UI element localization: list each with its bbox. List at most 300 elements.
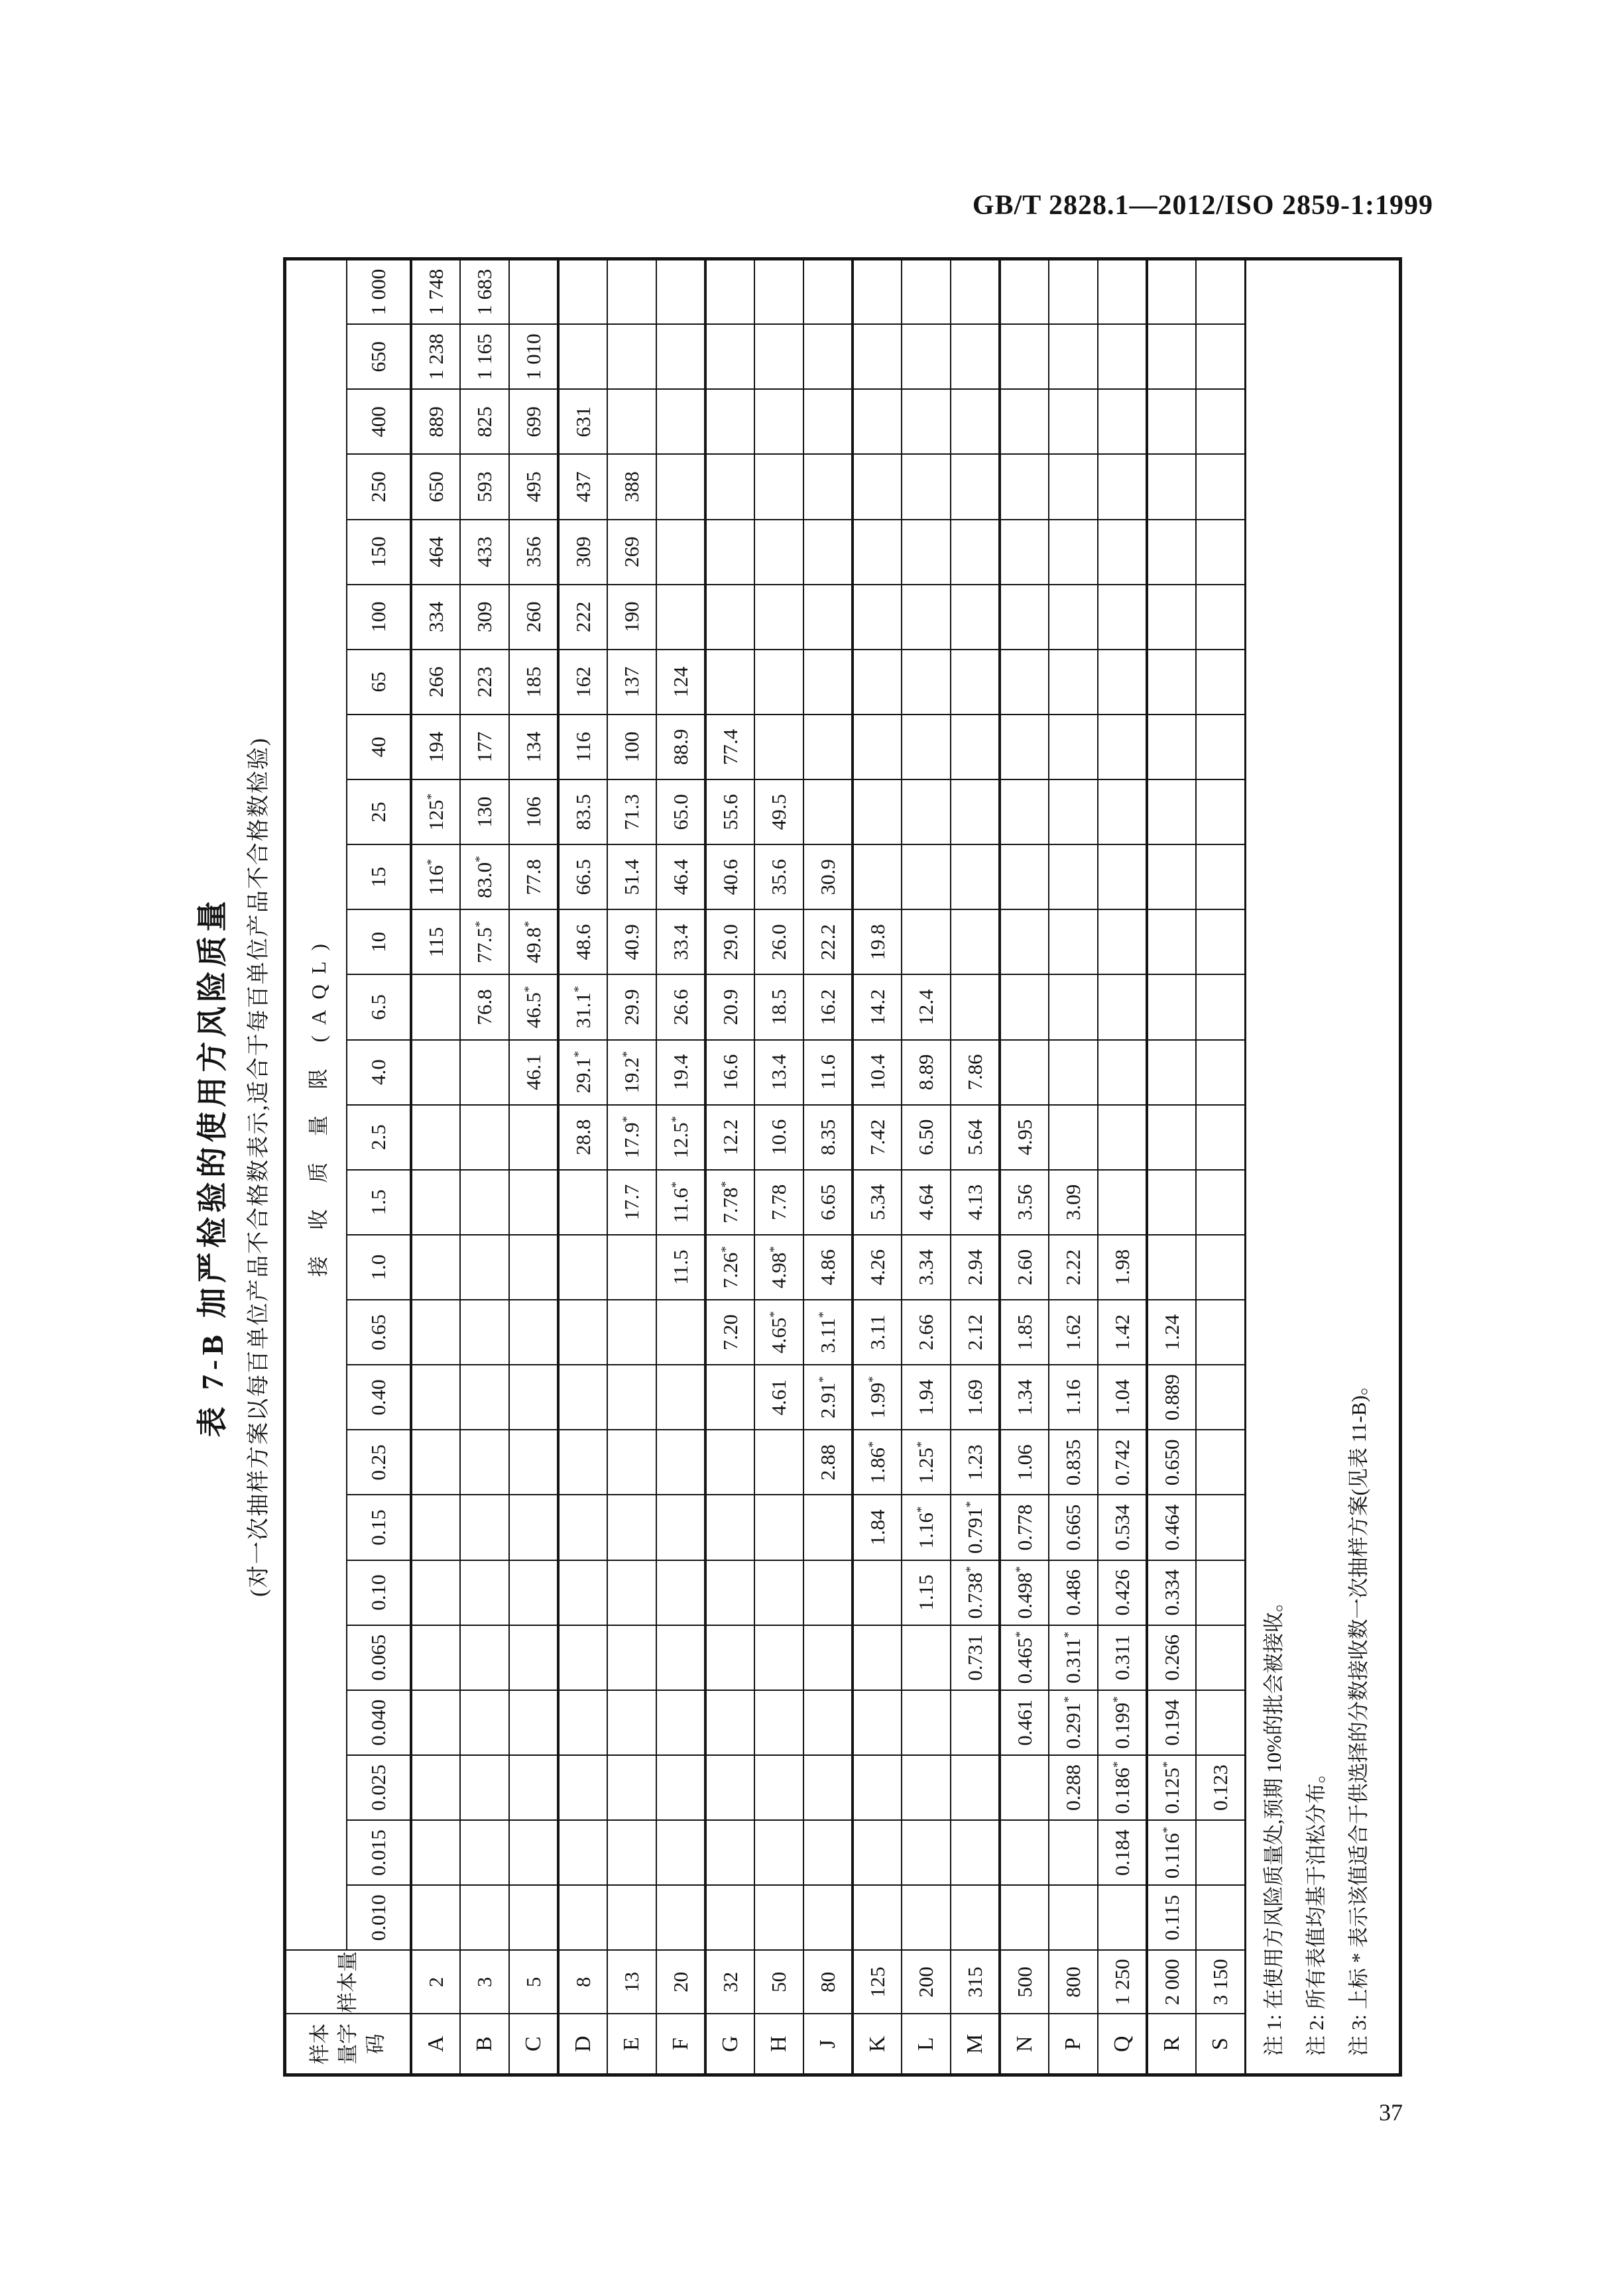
risk-quality-value xyxy=(951,974,1000,1039)
aql-column-header: 0.010 xyxy=(347,1885,411,1950)
risk-quality-value: 1.16 xyxy=(1049,1365,1098,1430)
risk-quality-value xyxy=(1098,1040,1147,1105)
risk-quality-value xyxy=(1098,389,1147,454)
sample-size: 2 000 xyxy=(1147,1950,1196,2014)
table-subtitle: (对一次抽样方案以每百单位产品不合格数表示,适合于每百单位产品不合格数检验) xyxy=(247,736,271,1597)
sample-size: 80 xyxy=(803,1950,853,2014)
risk-quality-value xyxy=(607,1755,656,1820)
risk-quality-value xyxy=(460,1495,509,1560)
risk-quality-value xyxy=(411,1560,460,1625)
sample-size-code: H xyxy=(754,2014,803,2075)
risk-quality-value xyxy=(705,1625,754,1690)
risk-quality-value xyxy=(803,1625,853,1690)
risk-quality-value: 106 xyxy=(509,779,558,844)
risk-quality-value xyxy=(411,1040,460,1105)
risk-quality-value: 1.99* xyxy=(853,1365,902,1430)
risk-quality-value: 1.23 xyxy=(951,1430,1000,1495)
table-row xyxy=(1196,259,1245,2075)
risk-quality-value xyxy=(902,585,951,650)
risk-quality-value xyxy=(656,454,705,519)
risk-quality-value: 0.115 xyxy=(1147,1885,1196,1950)
risk-quality-value xyxy=(607,1300,656,1365)
risk-quality-value xyxy=(754,454,803,519)
risk-quality-value xyxy=(509,1170,558,1235)
risk-quality-value: 2.91* xyxy=(803,1365,853,1430)
risk-quality-value xyxy=(951,1690,1000,1755)
risk-quality-value xyxy=(558,1560,607,1625)
risk-quality-value xyxy=(509,1820,558,1885)
risk-quality-value xyxy=(1049,585,1098,650)
risk-quality-value: 77.5* xyxy=(460,909,509,974)
risk-quality-value: 190 xyxy=(607,585,656,650)
risk-quality-value: 309 xyxy=(460,585,509,650)
risk-quality-value xyxy=(1000,1040,1049,1105)
sample-size: 20 xyxy=(656,1950,705,2014)
risk-quality-value xyxy=(460,1560,509,1625)
risk-quality-value xyxy=(1098,585,1147,650)
risk-quality-value xyxy=(1147,715,1196,779)
risk-quality-value xyxy=(1000,389,1049,454)
risk-quality-value xyxy=(1147,520,1196,585)
sample-size-code: F xyxy=(656,2014,705,2075)
risk-quality-value: 6.65 xyxy=(803,1170,853,1235)
risk-quality-value xyxy=(656,259,705,325)
risk-quality-value xyxy=(754,585,803,650)
risk-quality-value xyxy=(902,715,951,779)
sample-size-code: M xyxy=(951,2014,1000,2075)
risk-quality-value: 16.6 xyxy=(705,1040,754,1105)
sample-size: 32 xyxy=(705,1950,754,2014)
risk-quality-value xyxy=(754,259,803,325)
risk-quality-value: 40.6 xyxy=(705,844,754,909)
risk-quality-value: 7.86 xyxy=(951,1040,1000,1105)
risk-quality-value: 17.9* xyxy=(607,1105,656,1170)
aql-column-header: 150 xyxy=(347,520,411,585)
risk-quality-value: 10.6 xyxy=(754,1105,803,1170)
risk-quality-value xyxy=(1000,1820,1049,1885)
risk-quality-value xyxy=(853,650,902,715)
risk-quality-value xyxy=(1098,454,1147,519)
aql-column-header: 0.65 xyxy=(347,1300,411,1365)
risk-quality-value xyxy=(607,1365,656,1430)
risk-quality-value: 0.650 xyxy=(1147,1430,1196,1495)
risk-quality-value: 88.9 xyxy=(656,715,705,779)
risk-quality-value: 7.42 xyxy=(853,1105,902,1170)
risk-quality-value xyxy=(705,1690,754,1755)
risk-quality-value: 222 xyxy=(558,585,607,650)
risk-quality-value: 19.8 xyxy=(853,909,902,974)
risk-quality-value: 4.26 xyxy=(853,1235,902,1300)
risk-quality-value: 0.116* xyxy=(1147,1820,1196,1885)
risk-quality-value: 124 xyxy=(656,650,705,715)
risk-quality-value xyxy=(754,1625,803,1690)
risk-quality-value: 83.0* xyxy=(460,844,509,909)
risk-quality-value xyxy=(1147,585,1196,650)
risk-quality-value: 16.2 xyxy=(803,974,853,1039)
risk-quality-value: 8.89 xyxy=(902,1040,951,1105)
risk-quality-value xyxy=(411,1365,460,1430)
risk-quality-value xyxy=(902,389,951,454)
risk-quality-value xyxy=(1098,844,1147,909)
risk-quality-value: 177 xyxy=(460,715,509,779)
sample-size: 315 xyxy=(951,1950,1000,2014)
risk-quality-value: 266 xyxy=(411,650,460,715)
risk-quality-value xyxy=(1196,1365,1245,1430)
risk-quality-value xyxy=(951,1820,1000,1885)
aql-column-header: 2.5 xyxy=(347,1105,411,1170)
risk-quality-value: 0.123 xyxy=(1196,1755,1245,1820)
risk-quality-value xyxy=(1147,844,1196,909)
aql-column-header: 6.5 xyxy=(347,974,411,1039)
risk-quality-value: 0.486 xyxy=(1049,1560,1098,1625)
risk-quality-value: 889 xyxy=(411,389,460,454)
risk-quality-value xyxy=(656,324,705,389)
risk-quality-value xyxy=(1000,974,1049,1039)
sample-size: 800 xyxy=(1049,1950,1098,2014)
risk-quality-value: 1.24 xyxy=(1147,1300,1196,1365)
risk-quality-value: 1.86* xyxy=(853,1430,902,1495)
risk-quality-value: 334 xyxy=(411,585,460,650)
risk-quality-value: 46.1 xyxy=(509,1040,558,1105)
risk-quality-value: 116 xyxy=(558,715,607,779)
risk-quality-value xyxy=(558,1755,607,1820)
risk-quality-value xyxy=(803,454,853,519)
risk-quality-value xyxy=(853,1755,902,1820)
risk-quality-value: 433 xyxy=(460,520,509,585)
aql-span-header: 接 收 质 量 限 (AQL) xyxy=(285,259,347,1951)
risk-quality-value: 115 xyxy=(411,909,460,974)
risk-quality-value xyxy=(705,585,754,650)
risk-quality-value xyxy=(754,650,803,715)
sample-size-code: D xyxy=(558,2014,607,2075)
risk-quality-value xyxy=(853,585,902,650)
risk-quality-value: 1.98 xyxy=(1098,1235,1147,1300)
risk-quality-value xyxy=(951,715,1000,779)
risk-quality-value xyxy=(656,520,705,585)
risk-quality-value: 13.4 xyxy=(754,1040,803,1105)
risk-quality-value xyxy=(460,1105,509,1170)
risk-quality-value: 0.464 xyxy=(1147,1495,1196,1560)
risk-quality-value xyxy=(460,1625,509,1690)
risk-quality-value xyxy=(656,1690,705,1755)
risk-quality-value xyxy=(411,1495,460,1560)
risk-quality-value xyxy=(951,650,1000,715)
risk-quality-value xyxy=(1196,1170,1245,1235)
risk-quality-value: 7.78 xyxy=(754,1170,803,1235)
risk-quality-value xyxy=(607,1235,656,1300)
risk-quality-value: 2.22 xyxy=(1049,1235,1098,1300)
risk-quality-value xyxy=(754,715,803,779)
risk-quality-value xyxy=(509,1885,558,1950)
risk-quality-value xyxy=(853,1885,902,1950)
risk-quality-value: 83.5 xyxy=(558,779,607,844)
risk-quality-value xyxy=(460,1365,509,1430)
risk-quality-value xyxy=(1196,520,1245,585)
risk-quality-value xyxy=(656,1495,705,1560)
risk-quality-value xyxy=(951,909,1000,974)
table-row xyxy=(460,259,509,2075)
risk-quality-value: 2.66 xyxy=(902,1300,951,1365)
risk-quality-value: 31.1* xyxy=(558,974,607,1039)
risk-quality-value xyxy=(558,1170,607,1235)
risk-quality-value xyxy=(1147,1170,1196,1235)
risk-quality-value: 825 xyxy=(460,389,509,454)
risk-quality-value xyxy=(1000,715,1049,779)
sample-size: 2 xyxy=(411,1950,460,2014)
aql-column-header: 650 xyxy=(347,324,411,389)
risk-quality-value: 0.426 xyxy=(1098,1560,1147,1625)
risk-quality-value xyxy=(803,520,853,585)
risk-quality-value: 0.465* xyxy=(1000,1625,1049,1690)
risk-quality-value xyxy=(1196,1560,1245,1625)
risk-quality-value xyxy=(1196,1625,1245,1690)
risk-quality-table xyxy=(283,257,1402,2077)
risk-quality-value xyxy=(705,1560,754,1625)
risk-quality-value: 6.50 xyxy=(902,1105,951,1170)
risk-quality-value xyxy=(853,454,902,519)
risk-quality-value: 3.34 xyxy=(902,1235,951,1300)
risk-quality-value xyxy=(509,259,558,325)
sample-size: 500 xyxy=(1000,1950,1049,2014)
risk-quality-value xyxy=(1000,585,1049,650)
risk-quality-value xyxy=(607,1885,656,1950)
risk-quality-value xyxy=(1049,389,1098,454)
sample-size-code: N xyxy=(1000,2014,1049,2075)
aql-column-header: 1.5 xyxy=(347,1170,411,1235)
risk-quality-value: 77.8 xyxy=(509,844,558,909)
risk-quality-value: 1.16* xyxy=(902,1495,951,1560)
risk-quality-value xyxy=(607,1625,656,1690)
risk-quality-value xyxy=(902,324,951,389)
risk-quality-value: 22.2 xyxy=(803,909,853,974)
risk-quality-value xyxy=(705,454,754,519)
risk-quality-value: 495 xyxy=(509,454,558,519)
table-row xyxy=(558,259,607,2075)
risk-quality-value xyxy=(1196,1690,1245,1755)
risk-quality-value xyxy=(853,1820,902,1885)
risk-quality-value: 356 xyxy=(509,520,558,585)
risk-quality-value xyxy=(902,1755,951,1820)
risk-quality-value xyxy=(1000,259,1049,325)
aql-column-header: 65 xyxy=(347,650,411,715)
risk-quality-value: 11.5 xyxy=(656,1235,705,1300)
risk-quality-value xyxy=(853,844,902,909)
risk-quality-value: 76.8 xyxy=(460,974,509,1039)
table-row xyxy=(902,259,951,2075)
risk-quality-value: 18.5 xyxy=(754,974,803,1039)
risk-quality-value xyxy=(509,1430,558,1495)
risk-quality-value: 116* xyxy=(411,844,460,909)
risk-quality-value xyxy=(411,1105,460,1170)
risk-quality-value: 77.4 xyxy=(705,715,754,779)
risk-quality-value: 162 xyxy=(558,650,607,715)
aql-column-header: 4.0 xyxy=(347,1040,411,1105)
risk-quality-value xyxy=(607,389,656,454)
risk-quality-value: 0.461 xyxy=(1000,1690,1049,1755)
risk-quality-value xyxy=(1049,324,1098,389)
aql-column-header: 250 xyxy=(347,454,411,519)
table-title: 表 7-B 加严检验的使用方风险质量 xyxy=(196,896,229,1438)
risk-quality-value xyxy=(558,1625,607,1690)
aql-column-header: 400 xyxy=(347,389,411,454)
risk-quality-value xyxy=(803,779,853,844)
risk-quality-value xyxy=(1196,1430,1245,1495)
risk-quality-value: 0.184 xyxy=(1098,1820,1147,1885)
sample-size: 8 xyxy=(558,1950,607,2014)
risk-quality-value: 20.9 xyxy=(705,974,754,1039)
risk-quality-value xyxy=(1147,1235,1196,1300)
risk-quality-value xyxy=(1147,259,1196,325)
standard-number-header: GB/T 2828.1—2012/ISO 2859-1:1999 xyxy=(972,190,1433,221)
risk-quality-value xyxy=(558,1690,607,1755)
risk-quality-value xyxy=(1098,1170,1147,1235)
risk-quality-value: 55.6 xyxy=(705,779,754,844)
risk-quality-value: 12.2 xyxy=(705,1105,754,1170)
table-row xyxy=(951,259,1000,2075)
risk-quality-value xyxy=(1098,1105,1147,1170)
risk-quality-value: 12.5* xyxy=(656,1105,705,1170)
risk-quality-value: 0.194 xyxy=(1147,1690,1196,1755)
risk-quality-value xyxy=(509,1365,558,1430)
risk-quality-value: 0.731 xyxy=(951,1625,1000,1690)
risk-quality-value xyxy=(460,1235,509,1300)
risk-quality-value xyxy=(754,1495,803,1560)
risk-quality-value: 29.9 xyxy=(607,974,656,1039)
risk-quality-value: 33.4 xyxy=(656,909,705,974)
aql-column-header: 0.15 xyxy=(347,1495,411,1560)
risk-quality-value: 0.291* xyxy=(1049,1690,1098,1755)
risk-quality-value xyxy=(509,1690,558,1755)
risk-quality-value: 5.64 xyxy=(951,1105,1000,1170)
risk-quality-value: 699 xyxy=(509,389,558,454)
risk-quality-value xyxy=(803,650,853,715)
risk-quality-value xyxy=(411,1625,460,1690)
risk-quality-value: 3.56 xyxy=(1000,1170,1049,1235)
risk-quality-value xyxy=(460,1820,509,1885)
risk-quality-value xyxy=(705,259,754,325)
risk-quality-value xyxy=(411,1755,460,1820)
risk-quality-value: 1.94 xyxy=(902,1365,951,1430)
risk-quality-value xyxy=(1098,520,1147,585)
sample-size-code: Q xyxy=(1098,2014,1147,2075)
sample-size: 1 250 xyxy=(1098,1950,1147,2014)
risk-quality-value: 19.2* xyxy=(607,1040,656,1105)
risk-quality-value xyxy=(1000,1755,1049,1820)
risk-quality-value: 8.35 xyxy=(803,1105,853,1170)
risk-quality-value: 1.85 xyxy=(1000,1300,1049,1365)
risk-quality-value: 4.64 xyxy=(902,1170,951,1235)
risk-quality-value: 309 xyxy=(558,520,607,585)
risk-quality-value: 1.84 xyxy=(853,1495,902,1560)
risk-quality-value xyxy=(1147,909,1196,974)
risk-quality-value xyxy=(705,520,754,585)
risk-quality-value xyxy=(656,389,705,454)
risk-quality-value xyxy=(902,520,951,585)
risk-quality-value xyxy=(803,259,853,325)
sample-size: 125 xyxy=(853,1950,902,2014)
risk-quality-value xyxy=(1000,650,1049,715)
risk-quality-value xyxy=(460,1885,509,1950)
risk-quality-value: 0.534 xyxy=(1098,1495,1147,1560)
risk-quality-value xyxy=(607,1560,656,1625)
risk-quality-value: 134 xyxy=(509,715,558,779)
risk-quality-value xyxy=(1196,324,1245,389)
risk-quality-value xyxy=(951,259,1000,325)
risk-quality-value: 7.78* xyxy=(705,1170,754,1235)
risk-quality-value: 0.125* xyxy=(1147,1755,1196,1820)
risk-quality-value xyxy=(902,650,951,715)
risk-quality-value: 0.311 xyxy=(1098,1625,1147,1690)
risk-quality-value xyxy=(558,1235,607,1300)
table-row xyxy=(1049,259,1098,2075)
aql-column-header: 0.025 xyxy=(347,1755,411,1820)
risk-quality-value xyxy=(509,1625,558,1690)
risk-quality-value xyxy=(411,1170,460,1235)
risk-quality-value xyxy=(754,520,803,585)
size-column-header: 样本量 xyxy=(285,1950,412,2014)
risk-quality-value: 11.6 xyxy=(803,1040,853,1105)
risk-quality-value xyxy=(951,389,1000,454)
risk-quality-value: 3.11* xyxy=(803,1300,853,1365)
risk-quality-value xyxy=(1049,844,1098,909)
risk-quality-value xyxy=(1049,974,1098,1039)
risk-quality-value xyxy=(411,1690,460,1755)
risk-quality-value xyxy=(951,454,1000,519)
risk-quality-value xyxy=(656,1430,705,1495)
risk-quality-value xyxy=(803,1495,853,1560)
risk-quality-value xyxy=(803,585,853,650)
risk-quality-value xyxy=(754,1885,803,1950)
sample-size: 3 xyxy=(460,1950,509,2014)
aql-column-header: 40 xyxy=(347,715,411,779)
risk-quality-value xyxy=(1000,324,1049,389)
risk-quality-value xyxy=(656,1560,705,1625)
risk-quality-value xyxy=(509,1755,558,1820)
risk-quality-value: 631 xyxy=(558,389,607,454)
risk-quality-value xyxy=(1196,779,1245,844)
risk-quality-value: 4.65* xyxy=(754,1300,803,1365)
risk-quality-value xyxy=(558,1495,607,1560)
risk-quality-value xyxy=(607,259,656,325)
risk-quality-value: 130 xyxy=(460,779,509,844)
aql-column-header: 15 xyxy=(347,844,411,909)
notes-cell xyxy=(1245,259,1400,2075)
risk-quality-value xyxy=(460,1690,509,1755)
risk-quality-value xyxy=(705,324,754,389)
risk-quality-value xyxy=(656,1885,705,1950)
table-row xyxy=(1098,259,1147,2075)
risk-quality-value xyxy=(1098,779,1147,844)
risk-quality-value xyxy=(902,1690,951,1755)
risk-quality-value xyxy=(411,1885,460,1950)
risk-quality-value: 1.69 xyxy=(951,1365,1000,1430)
risk-quality-value: 1 748 xyxy=(411,259,460,325)
risk-quality-value xyxy=(607,1430,656,1495)
risk-quality-value: 4.86 xyxy=(803,1235,853,1300)
risk-quality-value xyxy=(754,1690,803,1755)
risk-quality-value xyxy=(558,1300,607,1365)
risk-quality-value xyxy=(1049,259,1098,325)
risk-quality-value xyxy=(803,715,853,779)
risk-quality-value xyxy=(1196,389,1245,454)
risk-quality-value xyxy=(558,1885,607,1950)
note-1: 注 1: 在使用方风险质量处,预期 10%的批会被接收。 xyxy=(1262,1591,1285,2056)
risk-quality-value xyxy=(656,1625,705,1690)
risk-quality-value xyxy=(803,389,853,454)
sample-size-code: C xyxy=(509,2014,558,2075)
risk-quality-value xyxy=(853,389,902,454)
risk-quality-value: 49.8* xyxy=(509,909,558,974)
